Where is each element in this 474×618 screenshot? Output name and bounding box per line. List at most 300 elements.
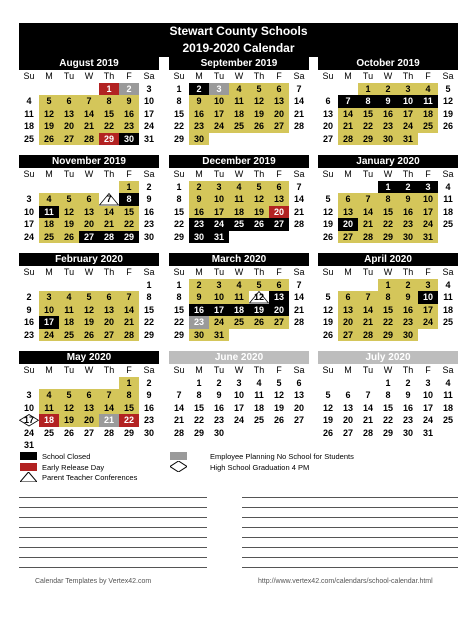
note-line: [19, 497, 207, 498]
day-cell: 5: [249, 181, 269, 194]
day-cell: 7: [176, 390, 182, 400]
day-cell: 24: [39, 329, 59, 342]
day-cell: 16: [143, 206, 154, 217]
day-cell: 26: [322, 427, 333, 438]
empty-cell: [438, 133, 458, 146]
day-cell: 22: [173, 121, 184, 131]
day-cell: 18: [23, 121, 34, 131]
day-cell: 20: [269, 108, 289, 121]
day-cell: 29: [143, 329, 154, 340]
day-cell: 3: [418, 181, 438, 194]
day-cell: 12: [249, 95, 269, 108]
weekday-header: Th: [103, 267, 115, 277]
weekday-header: F: [276, 169, 282, 179]
month-calendar: [318, 155, 458, 243]
day-cell: 4: [26, 96, 32, 106]
weekday-header: M: [344, 267, 352, 277]
day-cell: 19: [249, 206, 269, 219]
day-cell: 11: [254, 390, 264, 400]
school-name-banner: Stewart County Schools: [19, 23, 458, 40]
day-cell: 17: [143, 108, 154, 119]
weekday-header: W: [84, 365, 94, 375]
day-cell: 9: [26, 304, 32, 315]
day-cell: 31: [209, 329, 229, 342]
day-cell: 14: [358, 304, 378, 317]
weekday-header: W: [383, 365, 393, 375]
day-cell: 6: [269, 279, 289, 292]
day-cell: 18: [229, 304, 249, 317]
day-cell: 30: [143, 231, 154, 242]
day-cell: 8: [119, 389, 139, 402]
empty-cell: [169, 377, 189, 390]
weekday-header: Su: [23, 71, 35, 81]
empty-cell: [249, 231, 269, 244]
weekday-header: Tu: [362, 71, 374, 81]
month-calendar: [19, 253, 159, 341]
day-cell: 3: [39, 291, 59, 304]
day-cell: 19: [79, 316, 99, 329]
day-cell: 22: [99, 120, 119, 133]
weekday-header: F: [425, 71, 431, 81]
day-cell: 6: [296, 377, 302, 388]
weekday-header: Th: [253, 365, 265, 375]
day-cell: 13: [269, 193, 289, 206]
day-cell: 10: [418, 193, 438, 206]
weekday-header: Sa: [143, 169, 155, 179]
day-cell: 19: [273, 402, 284, 413]
note-line: [19, 547, 207, 548]
day-cell: 1: [378, 279, 398, 292]
weekday-header: F: [126, 267, 132, 277]
day-cell: 7: [99, 193, 119, 206]
day-cell: 3: [236, 377, 242, 388]
day-cell: 26: [442, 121, 453, 131]
day-cell: 14: [362, 402, 373, 413]
day-cell: 9: [216, 390, 222, 400]
empty-cell: [269, 329, 289, 342]
day-cell: 23: [143, 415, 154, 425]
day-cell: 11: [24, 108, 34, 119]
day-cell: 8: [146, 292, 152, 302]
day-cell: 10: [23, 402, 34, 413]
legend-planning-swatch: [170, 452, 187, 460]
day-cell: 25: [253, 415, 264, 425]
day-cell: 28: [99, 231, 119, 244]
day-cell: 31: [422, 427, 433, 438]
day-cell: 25: [229, 316, 249, 329]
weekday-header: F: [425, 267, 431, 277]
day-cell: 28: [119, 329, 139, 342]
day-cell: 16: [402, 402, 413, 413]
day-cell: 26: [249, 316, 269, 329]
day-cell: 30: [189, 231, 209, 244]
day-cell: 5: [445, 83, 451, 94]
day-cell: 16: [398, 206, 418, 219]
day-cell: 17: [209, 206, 229, 219]
day-cell: 2: [378, 83, 398, 96]
day-cell: 14: [79, 108, 99, 121]
weekday-header: W: [383, 169, 393, 179]
legend-graduation-label: High School Graduation 4 PM: [210, 463, 310, 472]
day-cell: 20: [338, 316, 358, 329]
weekday-header: Tu: [213, 365, 225, 375]
month-calendar: [19, 57, 159, 145]
day-cell: 6: [325, 96, 331, 106]
empty-cell: [318, 279, 338, 292]
day-cell: 6: [269, 181, 289, 194]
day-cell: 9: [189, 291, 209, 304]
weekday-header: W: [234, 365, 244, 375]
day-cell: 19: [59, 218, 79, 231]
day-cell: 25: [442, 219, 453, 229]
day-cell: 14: [119, 304, 139, 317]
empty-cell: [19, 377, 39, 390]
day-cell: 10: [23, 206, 34, 217]
empty-cell: [139, 439, 159, 452]
day-cell: 27: [269, 218, 289, 231]
day-cell: 15: [173, 304, 184, 315]
month-title: May 2020: [19, 351, 159, 364]
day-cell: 23: [398, 316, 418, 329]
day-cell: 12: [249, 193, 269, 206]
day-cell: 9: [189, 95, 209, 108]
day-cell: 20: [269, 304, 289, 317]
day-cell: 29: [173, 231, 184, 242]
day-cell: 7: [99, 389, 119, 402]
day-cell: 9: [119, 95, 139, 108]
day-cell: 4: [256, 377, 262, 388]
weekday-header: Sa: [143, 365, 155, 375]
empty-cell: [79, 83, 99, 96]
weekday-header: Su: [173, 71, 185, 81]
empty-cell: [119, 279, 139, 292]
day-cell: 16: [398, 304, 418, 317]
month-calendar: [318, 253, 458, 341]
weekday-header: W: [234, 169, 244, 179]
day-cell: 8: [196, 390, 202, 400]
day-cell: 12: [59, 206, 79, 219]
day-cell: 5: [59, 389, 79, 402]
day-cell: 19: [442, 108, 453, 119]
empty-cell: [229, 329, 249, 342]
day-cell: 12: [39, 108, 59, 121]
weekday-header: W: [234, 267, 244, 277]
day-cell: 1: [176, 181, 182, 192]
empty-cell: [79, 377, 99, 390]
day-cell: 17: [23, 219, 34, 229]
note-line: [242, 497, 458, 498]
day-cell: 21: [293, 108, 304, 119]
day-cell: 29: [378, 231, 398, 244]
day-cell: 13: [338, 304, 358, 317]
day-cell: 29: [378, 329, 398, 342]
weekday-header: M: [344, 169, 352, 179]
day-cell: 30: [143, 427, 154, 438]
day-cell: 4: [39, 389, 59, 402]
day-cell: 14: [173, 402, 184, 413]
day-cell: 20: [293, 402, 304, 413]
month-days-grid: [318, 70, 458, 145]
day-cell: 17: [233, 402, 244, 413]
day-cell: 18: [418, 108, 438, 121]
month-calendar: [318, 57, 458, 145]
day-cell: 10: [143, 96, 154, 106]
weekday-header: F: [425, 169, 431, 179]
day-cell: 18: [253, 402, 264, 413]
day-cell: 13: [322, 108, 333, 119]
month-days-grid: [169, 70, 309, 145]
day-cell: 17: [398, 108, 418, 121]
day-cell: 29: [173, 329, 184, 340]
day-cell: 11: [229, 291, 249, 304]
note-line: [19, 527, 207, 528]
day-cell: 17: [209, 304, 229, 317]
day-cell: 21: [358, 316, 378, 329]
day-cell: 12: [322, 206, 333, 217]
day-cell: 2: [398, 181, 418, 194]
weekday-header: Sa: [293, 267, 305, 277]
day-cell: 21: [79, 120, 99, 133]
day-cell: 23: [213, 415, 224, 425]
day-cell: 14: [338, 108, 358, 121]
empty-cell: [229, 427, 249, 440]
diamond-icon: [170, 461, 187, 472]
weekday-header: Tu: [63, 365, 75, 375]
month-days-grid: [19, 70, 159, 145]
empty-cell: [358, 279, 378, 292]
weekday-header: Th: [253, 71, 265, 81]
day-cell: 28: [338, 133, 358, 146]
day-cell: 5: [249, 279, 269, 292]
empty-cell: [39, 181, 59, 194]
weekday-header: Tu: [362, 365, 374, 375]
empty-cell: [39, 439, 59, 452]
weekday-header: Th: [103, 365, 115, 375]
day-cell: 13: [79, 206, 99, 219]
day-cell: 20: [99, 316, 119, 329]
day-cell: 23: [378, 120, 398, 133]
day-cell: 24: [209, 316, 229, 329]
day-cell: 11: [443, 292, 453, 302]
weekday-header: Su: [173, 169, 185, 179]
day-cell: 6: [338, 291, 358, 304]
day-cell: 3: [26, 390, 32, 400]
weekday-header: M: [195, 169, 203, 179]
day-cell: 16: [213, 402, 224, 413]
day-cell: 18: [442, 402, 453, 413]
day-cell: 2: [398, 279, 418, 292]
empty-cell: [338, 377, 358, 390]
day-cell: 14: [293, 96, 304, 106]
legend-planning-label: Employee Planning No School for Students: [210, 452, 354, 461]
day-cell: 13: [269, 95, 289, 108]
day-cell: 7: [358, 193, 378, 206]
day-cell: 5: [325, 292, 331, 302]
day-cell: 7: [338, 95, 358, 108]
day-cell: 23: [119, 120, 139, 133]
day-cell: 21: [293, 206, 304, 217]
day-cell: 21: [293, 304, 304, 315]
weekday-header: Su: [322, 71, 334, 81]
weekday-header: Tu: [213, 169, 225, 179]
day-cell: 1: [119, 181, 139, 194]
empty-cell: [39, 377, 59, 390]
day-cell: 3: [209, 181, 229, 194]
day-cell: 7: [358, 291, 378, 304]
legend-early-release-swatch: [20, 463, 37, 471]
day-cell: 11: [229, 95, 249, 108]
empty-cell: [318, 181, 338, 194]
day-cell: 2: [189, 83, 209, 96]
note-line: [19, 507, 207, 508]
day-cell: 26: [63, 427, 74, 438]
weekday-header: F: [126, 71, 132, 81]
day-cell: 18: [442, 206, 453, 217]
day-cell: 23: [189, 120, 209, 133]
day-cell: 30: [213, 427, 224, 438]
weekday-header: M: [45, 169, 53, 179]
day-cell: 10: [209, 193, 229, 206]
empty-cell: [79, 279, 99, 292]
day-cell: 8: [176, 96, 182, 106]
note-line: [242, 547, 458, 548]
day-cell: 30: [189, 329, 209, 342]
empty-cell: [269, 231, 289, 244]
empty-cell: [289, 133, 309, 146]
empty-cell: [59, 377, 79, 390]
day-cell: 25: [442, 317, 453, 327]
empty-cell: [249, 133, 269, 146]
empty-cell: [209, 133, 229, 146]
day-cell: 5: [39, 95, 59, 108]
day-cell: 11: [443, 390, 453, 400]
day-cell: 20: [79, 414, 99, 427]
empty-cell: [229, 133, 249, 146]
day-cell: 28: [362, 427, 373, 438]
weekday-header: Sa: [293, 169, 305, 179]
day-cell: 5: [325, 390, 331, 400]
calendar-year-banner: 2019-2020 Calendar: [19, 40, 458, 57]
day-cell: 13: [293, 390, 304, 400]
day-cell: 10: [398, 95, 418, 108]
day-cell: 29: [193, 427, 204, 438]
empty-cell: [99, 181, 119, 194]
day-cell: 21: [99, 218, 119, 231]
weekday-header: F: [276, 71, 282, 81]
weekday-header: Tu: [213, 267, 225, 277]
day-cell: 20: [79, 218, 99, 231]
day-cell: 19: [59, 414, 79, 427]
day-cell: 31: [143, 133, 154, 144]
day-cell: 19: [249, 304, 269, 317]
empty-cell: [318, 377, 338, 390]
empty-cell: [318, 83, 338, 96]
day-cell: 6: [345, 390, 351, 400]
day-cell: 15: [378, 304, 398, 317]
month-days-grid: [19, 364, 159, 452]
day-cell: 16: [189, 304, 209, 317]
day-cell: 5: [276, 377, 282, 388]
weekday-header: W: [234, 71, 244, 81]
legend-early-release-label: Early Release Day: [42, 463, 105, 472]
day-cell: 30: [402, 427, 413, 438]
day-cell: 10: [209, 291, 229, 304]
day-cell: 2: [216, 377, 222, 388]
month-days-grid: [318, 168, 458, 243]
day-cell: 25: [229, 218, 249, 231]
triangle-icon: [20, 472, 37, 482]
day-cell: 9: [405, 390, 411, 400]
day-cell: 20: [322, 121, 333, 131]
day-cell: 16: [23, 317, 34, 327]
empty-cell: [338, 83, 358, 96]
weekday-header: Su: [322, 267, 334, 277]
month-days-grid: [318, 266, 458, 341]
weekday-header: Th: [402, 267, 414, 277]
month-title: September 2019: [169, 57, 309, 70]
day-cell: 6: [338, 193, 358, 206]
day-cell: 2: [119, 83, 139, 96]
month-title: April 2020: [318, 253, 458, 266]
day-cell: 3: [209, 83, 229, 96]
day-cell: 19: [322, 415, 333, 425]
empty-cell: [338, 279, 358, 292]
empty-cell: [99, 279, 119, 292]
weekday-header: Th: [103, 169, 115, 179]
weekday-header: F: [126, 169, 132, 179]
day-cell: 15: [99, 108, 119, 121]
day-cell: 6: [269, 83, 289, 96]
day-cell: 8: [176, 194, 182, 204]
weekday-header: Tu: [63, 267, 75, 277]
day-cell: 16: [378, 108, 398, 121]
day-cell: 13: [338, 206, 358, 219]
day-cell: 15: [173, 108, 184, 119]
empty-cell: [338, 181, 358, 194]
month-days-grid: [19, 266, 159, 341]
day-cell: 20: [269, 206, 289, 219]
day-cell: 3: [425, 377, 431, 388]
day-cell: 10: [422, 390, 433, 400]
weekday-header: Sa: [143, 267, 155, 277]
month-calendar: [169, 155, 309, 243]
day-cell: 1: [99, 83, 119, 96]
day-cell: 7: [119, 291, 139, 304]
day-cell: 30: [398, 231, 418, 244]
day-cell: 28: [358, 329, 378, 342]
day-cell: 2: [146, 377, 152, 388]
weekday-header: Tu: [63, 169, 75, 179]
day-cell: 15: [193, 402, 204, 413]
day-cell: 31: [398, 133, 418, 146]
day-cell: 1: [385, 377, 391, 388]
weekday-header: W: [383, 71, 393, 81]
day-cell: 9: [146, 194, 152, 204]
day-cell: 23: [23, 329, 34, 340]
weekday-header: M: [45, 267, 53, 277]
day-cell: 12: [273, 390, 284, 400]
day-cell: 10: [233, 390, 244, 400]
legend-closed-label: School Closed: [42, 452, 91, 461]
weekday-header: M: [45, 71, 53, 81]
triangle-icon: [249, 291, 269, 304]
day-cell: 23: [402, 415, 413, 425]
day-cell: 7: [296, 279, 302, 290]
empty-cell: [269, 133, 289, 146]
day-cell: 26: [322, 329, 333, 340]
empty-cell: [418, 329, 438, 342]
day-cell: 22: [119, 218, 139, 231]
